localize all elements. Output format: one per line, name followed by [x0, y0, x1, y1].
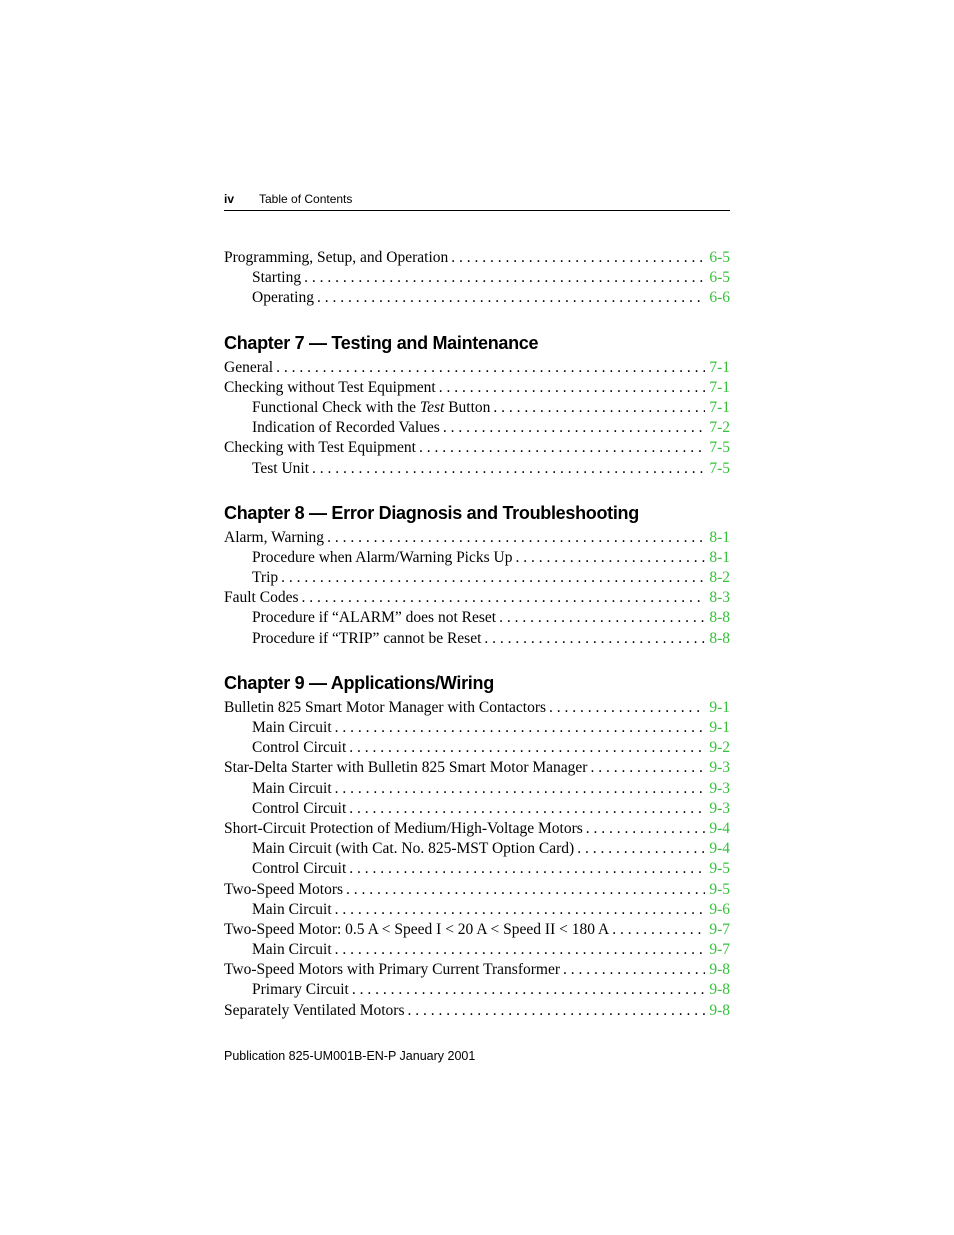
page-reference-link[interactable]: 8-8	[709, 629, 730, 647]
chapter-heading[interactable]: Chapter 9 — Applications/Wiring	[224, 672, 494, 693]
dot-leader	[302, 588, 706, 608]
page-reference-link[interactable]: 9-1	[709, 698, 730, 716]
toc-entry-title: Checking without Test Equipment	[224, 378, 436, 396]
toc-entry-title: Separately Ventilated Motors	[224, 1001, 405, 1019]
toc-entry[interactable]	[224, 378, 730, 398]
publication-footer: Publication 825-UM001B-EN-P January 2001	[224, 1049, 476, 1063]
dot-leader	[281, 568, 705, 588]
chapter-heading[interactable]: Chapter 7 — Testing and Maintenance	[224, 332, 539, 353]
dot-leader	[499, 608, 705, 628]
toc-entry[interactable]	[224, 960, 730, 980]
toc-entry-title: Main Circuit	[252, 941, 332, 959]
dot-leader	[549, 698, 705, 718]
page-reference-link[interactable]: 9-1	[709, 719, 730, 736]
toc-entry[interactable]	[224, 880, 730, 900]
toc-entry[interactable]	[224, 438, 730, 458]
toc-subentry[interactable]	[224, 268, 730, 288]
toc-subentry[interactable]	[224, 418, 730, 438]
toc-entry-title: Short-Circuit Protection of Medium/High-Voltage Motors	[224, 819, 583, 837]
page-reference-link[interactable]: 7-2	[709, 419, 730, 437]
toc-entry-title: Control Circuit	[252, 860, 347, 878]
toc-entry-title: Programming, Setup, and Operation	[224, 249, 449, 266]
dot-leader	[346, 880, 705, 900]
toc-entry[interactable]	[224, 528, 730, 548]
dot-leader	[352, 980, 705, 1000]
toc-entry-title: Main Circuit	[252, 900, 332, 918]
toc-entry-title: Two-Speed Motors	[224, 880, 344, 898]
toc-subentry[interactable]	[224, 859, 730, 879]
toc-subentry[interactable]	[224, 779, 730, 799]
toc-entry-title: Fault Codes	[224, 589, 299, 607]
dot-leader	[349, 799, 705, 819]
toc-entry-title: Primary Circuit	[252, 981, 349, 999]
dot-leader	[439, 378, 706, 398]
toc-subentry[interactable]	[224, 980, 730, 1000]
page-reference-link[interactable]: 7-5	[709, 439, 730, 457]
toc-entry-title: Main Circuit	[252, 779, 332, 797]
toc-entry-title-italic: Test	[419, 398, 445, 416]
toc-subentry[interactable]	[224, 568, 730, 588]
page-reference-link[interactable]: 6-5	[709, 269, 730, 287]
page-number: iv	[224, 192, 235, 206]
dot-leader	[443, 418, 706, 438]
dot-leader	[408, 1001, 706, 1021]
toc-subentry[interactable]	[224, 738, 730, 758]
toc-entry-title: Trip	[252, 569, 279, 587]
toc-entry-title: Indication of Recorded Values	[252, 419, 440, 437]
toc-subentry[interactable]	[224, 629, 730, 649]
dot-leader	[349, 859, 705, 879]
running-header	[224, 190, 730, 211]
toc-subentry[interactable]	[224, 799, 730, 819]
toc-subentry[interactable]	[224, 718, 730, 738]
dot-leader	[335, 900, 706, 920]
dot-leader	[335, 718, 706, 738]
page-reference-link[interactable]: 9-3	[709, 779, 730, 797]
page-reference-link[interactable]: 8-1	[709, 528, 730, 546]
toc-group-intro	[224, 248, 730, 309]
page-reference-link[interactable]: 6-6	[709, 289, 730, 307]
toc-subentry[interactable]	[224, 398, 730, 418]
page-reference-link[interactable]: 7-5	[709, 459, 730, 477]
dot-leader	[276, 358, 705, 378]
dot-leader	[586, 819, 706, 839]
toc-entry-title: General	[224, 358, 274, 376]
toc-subentry[interactable]	[224, 839, 730, 859]
toc-entry-title: Procedure if “TRIP” cannot be Reset	[252, 629, 482, 647]
toc-entry-title: Main Circuit (with Cat. No. 825-MST Option Card)	[252, 840, 575, 858]
toc-entry-title: Checking with Test Equipment	[224, 439, 416, 457]
page-reference-link[interactable]: 9-8	[709, 981, 730, 999]
dot-leader	[317, 288, 705, 308]
dot-leader	[484, 629, 705, 649]
toc-entry-title: Procedure when Alarm/Warning Picks Up	[252, 548, 513, 566]
page-reference-link[interactable]: 7-1	[709, 398, 730, 416]
toc-subentry[interactable]	[224, 900, 730, 920]
dot-leader	[419, 438, 705, 458]
page-reference-link[interactable]: 9-7	[709, 941, 730, 959]
page-reference-link[interactable]: 9-8	[709, 1001, 730, 1019]
toc-entry-title: Operating	[252, 289, 314, 307]
toc-entry-title: Star-Delta Starter with Bulletin 825 Smart Motor Manager	[224, 759, 588, 777]
toc-subentry[interactable]	[224, 608, 730, 628]
page-reference-link[interactable]: 7-1	[709, 358, 730, 376]
toc-entry-title-part: Button	[444, 398, 491, 416]
dot-leader	[493, 398, 705, 418]
toc-entry[interactable]	[224, 698, 730, 718]
toc-entry-title: Starting	[252, 269, 302, 287]
toc-entry-title-part: Functional Check with the	[252, 398, 420, 416]
dot-leader	[515, 548, 705, 568]
toc-chapter-group	[224, 671, 730, 1021]
page-reference-link[interactable]: 8-3	[709, 589, 730, 607]
dot-leader	[304, 268, 705, 288]
dot-leader	[612, 920, 705, 940]
toc-entry[interactable]	[224, 358, 730, 378]
dot-leader	[327, 528, 705, 548]
toc-entry-title: Two-Speed Motor: 0.5 A < Speed I < 20 A < Speed II < 180 A	[224, 920, 610, 938]
toc-entry-title: Main Circuit	[252, 719, 332, 736]
toc-entry[interactable]	[224, 819, 730, 839]
page-reference-link[interactable]: 8-2	[709, 569, 730, 587]
toc-entry[interactable]	[224, 920, 730, 940]
dot-leader	[451, 248, 705, 268]
toc-chapter-group	[224, 331, 730, 479]
dot-leader	[590, 758, 705, 778]
toc-subentry[interactable]	[224, 940, 730, 960]
page-reference-link[interactable]: 8-8	[709, 609, 730, 627]
header-title: Table of Contents	[259, 192, 353, 206]
dot-leader	[335, 940, 706, 960]
page-reference-link[interactable]: 9-4	[709, 819, 730, 837]
dot-leader	[312, 459, 705, 479]
toc-entry[interactable]	[224, 588, 730, 608]
dot-leader	[349, 738, 705, 758]
page-reference-link[interactable]: 9-5	[709, 880, 730, 898]
toc-entry-title: Test Unit	[252, 459, 310, 477]
page-reference-link[interactable]: 7-1	[709, 378, 730, 396]
toc-entry[interactable]	[224, 1001, 730, 1021]
toc-entry-title: Control Circuit	[252, 799, 347, 817]
page-reference-link[interactable]: 9-2	[709, 739, 730, 757]
chapter-heading[interactable]: Chapter 8 — Error Diagnosis and Troubleshooting	[224, 502, 639, 523]
toc-entry[interactable]	[224, 248, 730, 268]
toc-entry-title: Procedure if “ALARM” does not Reset	[252, 609, 497, 627]
page-reference-link[interactable]: 9-5	[709, 860, 730, 878]
dot-leader	[335, 779, 706, 799]
toc-subentry[interactable]	[224, 288, 730, 308]
toc-entry-title: Alarm, Warning	[224, 528, 325, 546]
toc-entry-title: Two-Speed Motors with Primary Current Transformer	[224, 961, 561, 979]
table-of-contents	[224, 248, 730, 1021]
toc-entry[interactable]	[224, 758, 730, 778]
page-reference-link[interactable]: 6-5	[709, 249, 730, 266]
toc-entry-title	[252, 398, 493, 418]
toc-entry-title: Bulletin 825 Smart Motor Manager with Contactors	[224, 698, 547, 716]
page-reference-link[interactable]: 9-3	[709, 759, 730, 777]
page-reference-link[interactable]: 9-3	[709, 799, 730, 817]
dot-leader	[577, 839, 705, 859]
page-reference-link[interactable]: 8-1	[709, 548, 730, 566]
toc-subentry[interactable]	[224, 548, 730, 568]
page-reference-link[interactable]: 9-7	[709, 920, 730, 938]
toc-subentry[interactable]	[224, 459, 730, 479]
page-reference-link[interactable]: 9-4	[709, 840, 730, 858]
page-reference-link[interactable]: 9-8	[709, 961, 730, 979]
toc-entry-title: Control Circuit	[252, 739, 347, 757]
toc-chapter-group	[224, 501, 730, 649]
page-reference-link[interactable]: 9-6	[709, 900, 730, 918]
dot-leader	[563, 960, 705, 980]
